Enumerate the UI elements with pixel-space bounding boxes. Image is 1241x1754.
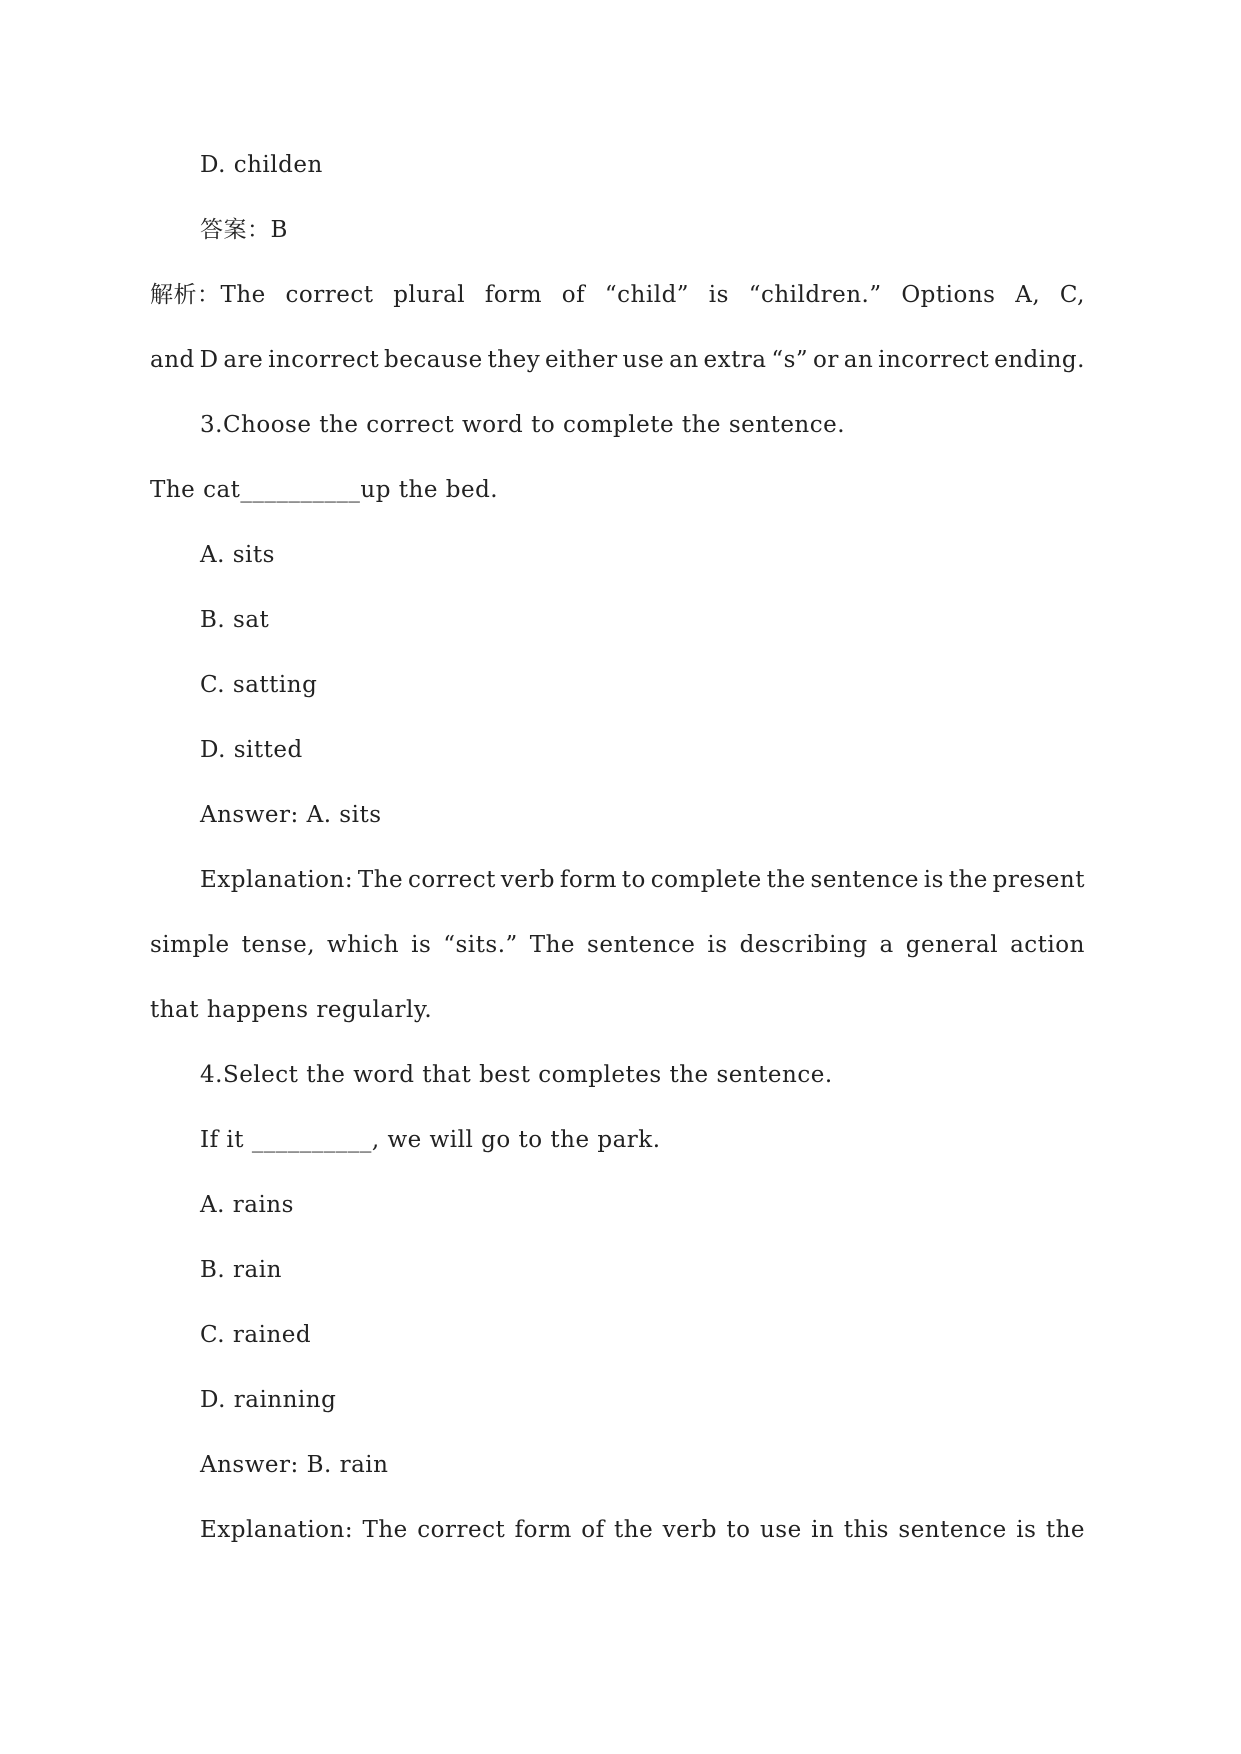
word: plural	[393, 282, 466, 308]
word: complete	[650, 867, 762, 893]
word: incorrect	[878, 347, 990, 373]
word: correct	[407, 867, 496, 893]
word: A,	[1015, 282, 1041, 308]
q2-option-d: D. childen	[200, 152, 323, 178]
word: incorrect	[268, 347, 380, 373]
word: “s”	[771, 347, 809, 373]
word: use	[759, 1517, 802, 1543]
word: to	[726, 1517, 751, 1543]
q3-explanation-line-2	[150, 930, 1085, 960]
word: The	[529, 932, 576, 958]
q3-option-d: D. sitted	[200, 737, 303, 763]
word: D	[199, 347, 219, 373]
word: this	[843, 1517, 889, 1543]
word: and	[150, 347, 195, 373]
q3-option-a: A. sits	[200, 542, 275, 568]
q4-option-b: B. rain	[200, 1257, 282, 1283]
word: form	[559, 867, 617, 893]
word: either	[545, 347, 618, 373]
q4-option-c: C. rained	[200, 1322, 312, 1348]
word: or	[813, 347, 839, 373]
word: present	[992, 867, 1085, 893]
word: extra	[703, 347, 767, 373]
word: are	[223, 347, 264, 373]
word: is	[411, 932, 432, 958]
q4-option-a: A. rains	[200, 1192, 294, 1218]
word: 解析：The	[150, 282, 266, 308]
word: C,	[1059, 282, 1085, 308]
word: general	[905, 932, 999, 958]
word: simple	[150, 932, 230, 958]
word: action	[1010, 932, 1085, 958]
word: of	[581, 1517, 605, 1543]
word: ending.	[994, 347, 1085, 373]
word: “sits.”	[443, 932, 518, 958]
q3-sentence: The cat__________up the bed.	[150, 477, 499, 503]
word: form	[514, 1517, 572, 1543]
q4-option-d: D. rainning	[200, 1387, 337, 1413]
q2-analysis-line-1	[150, 280, 1085, 310]
word: sentence	[587, 932, 696, 958]
q2-answer: 答案：B	[200, 217, 288, 243]
word: is	[1016, 1517, 1037, 1543]
q4-prompt: 4.Select the word that best completes the sentence.	[200, 1062, 833, 1088]
word: the	[614, 1517, 654, 1543]
word: Explanation:	[200, 1517, 354, 1543]
word: “children.”	[748, 282, 882, 308]
word: “child”	[604, 282, 690, 308]
word: verb	[500, 867, 556, 893]
word: of	[561, 282, 586, 308]
word: the	[948, 867, 988, 893]
word: Explanation:	[200, 867, 354, 893]
q3-prompt: 3.Choose the correct word to complete the sentence.	[200, 412, 846, 438]
word: The	[357, 867, 404, 893]
q3-explanation-line-1	[200, 865, 1085, 895]
word: because	[384, 347, 483, 373]
q3-explanation-line-3: that happens regularly.	[150, 997, 433, 1023]
word: is	[708, 282, 729, 308]
word: the	[1045, 1517, 1085, 1543]
word: use	[622, 347, 665, 373]
word: sentence	[810, 867, 919, 893]
word: verb	[662, 1517, 717, 1543]
word: correct	[285, 282, 374, 308]
q4-sentence: If it __________, we will go to the park.	[200, 1127, 661, 1153]
word: Options	[901, 282, 996, 308]
q3-answer: Answer: A. sits	[200, 802, 382, 828]
q3-option-b: B. sat	[200, 607, 270, 633]
word: form	[484, 282, 543, 308]
word: they	[487, 347, 541, 373]
word: describing	[739, 932, 868, 958]
word: to	[621, 867, 646, 893]
word: an	[843, 347, 874, 373]
word: correct	[417, 1517, 506, 1543]
word: which	[327, 932, 400, 958]
word: the	[766, 867, 806, 893]
q4-answer: Answer: B. rain	[200, 1452, 389, 1478]
word: is	[923, 867, 944, 893]
word: The	[362, 1517, 408, 1543]
word: an	[669, 347, 699, 373]
word: a	[879, 932, 894, 958]
word: tense,	[241, 932, 316, 958]
q2-analysis-line-2	[150, 345, 1085, 375]
q4-explanation-line-1	[200, 1515, 1085, 1545]
word: in	[811, 1517, 835, 1543]
word: is	[707, 932, 728, 958]
q3-option-c: C. satting	[200, 672, 318, 698]
word: sentence	[898, 1517, 1007, 1543]
